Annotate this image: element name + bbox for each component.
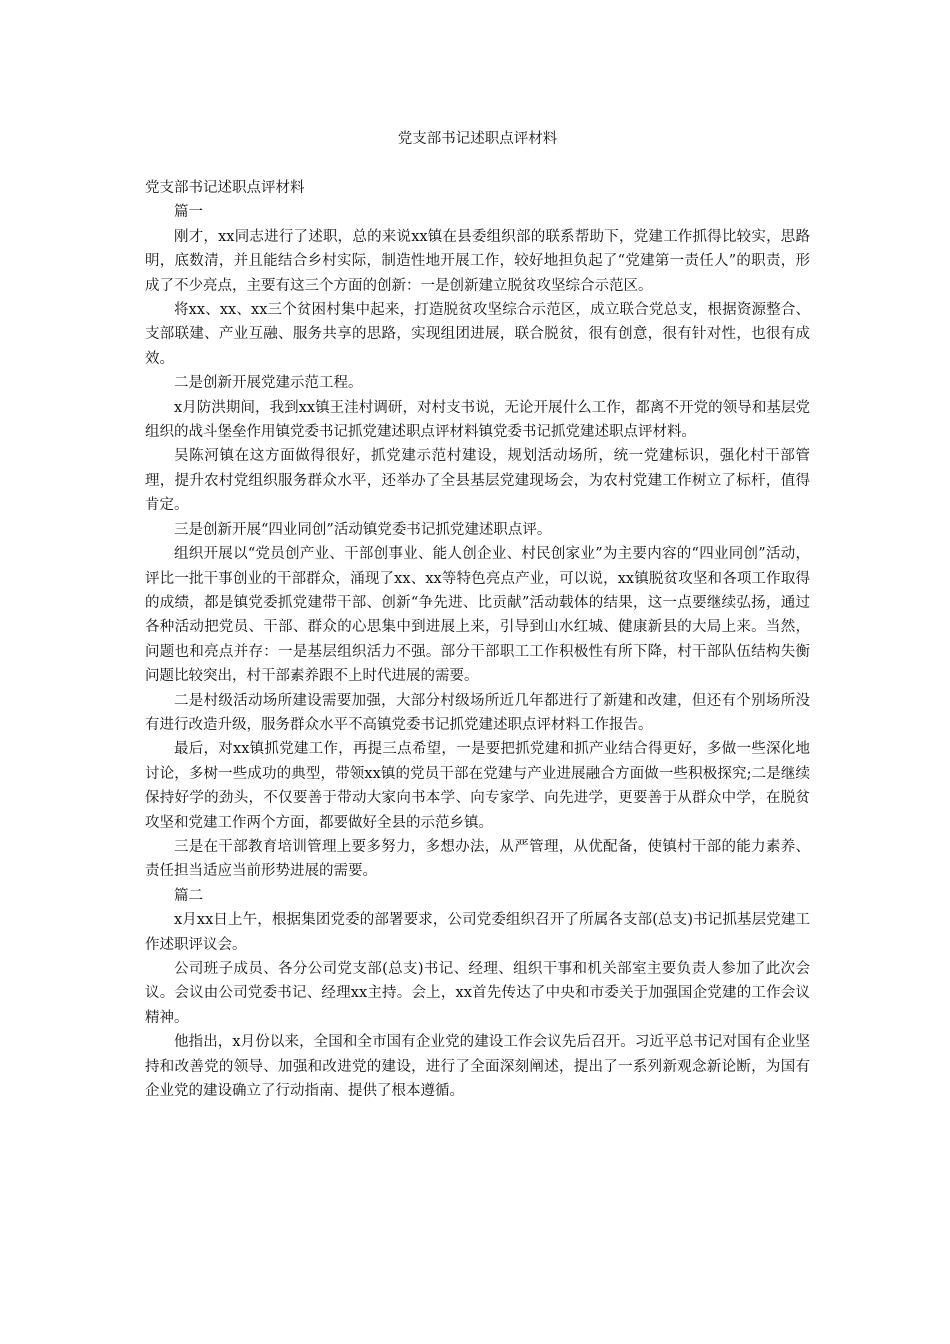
paragraph: 刚才，xx同志进行了述职，总的来说xx镇在县委组织部的联系帮助下，党建工作抓得比较实，思路明，底数清，并且能结合乡村实际，制造性地开展工作，较好地担负起了“党建第一责任人”的职责，形成了不少亮点，主要有这三个方面的创新：一是创新建立脱贫攻坚综合示范区。 (145, 228, 810, 294)
document-title: 党支部书记述职点评材料 (397, 131, 558, 147)
paragraph: x月防洪期间，我到xx镇王洼村调研，对村支书说，无论开展什么工作，都离不开党的领导和基层党组织的战斗堡垒作用镇党委书记抓党建述职点评材料镇党委书记抓党建述职点评材料。 (145, 399, 810, 441)
paragraph: 二是创新开展党建示范工程。 (174, 375, 363, 392)
paragraph: 三是创新开展“四业同创”活动镇党委书记抓党建述职点评。 (174, 521, 552, 538)
paragraph: 吴陈河镇在这方面做得很好，抓党建示范村建设，规划活动场所，统一党建标识，强化村干部管理，提升农村党组织服务群众水平，还举办了全县基层党建现场会，为农村党建工作树立了标杆，值得肯定。 (145, 448, 810, 514)
paragraph: x月xx日上午，根据集团党委的部署要求，公司党委组织召开了所属各支部(总支)书记抓基层党建工作述职评议会。 (145, 912, 810, 953)
paragraph: 三是在干部教育培训管理上要多努力，多想办法，从严管理，从优配备，使镇村干部的能力素养、责任担当适应当前形势进展的需要。 (145, 838, 810, 880)
document-body (145, 176, 810, 1103)
document-subtitle: 党支部书记述职点评材料 (145, 180, 305, 196)
paragraph: 公司班子成员、各分公司党支部(总支)书记、经理、组织干事和机关部室主要负责人参加了此次会议。会议由公司党委书记、经理xx主持。会上，xx首先传达了中央和市委关于加强国企党建的工作会议精神。 (145, 961, 810, 1026)
section-heading: 篇一 (174, 204, 203, 221)
section-heading: 篇二 (174, 887, 203, 904)
paragraph: 二是村级活动场所建设需要加强，大部分村级场所近几年都进行了新建和改建，但还有个别场所没有进行改造升级，服务群众水平不高镇党委书记抓党建述职点评材料工作报告。 (145, 692, 810, 733)
paragraph: 他指出，x月份以来，全国和全市国有企业党的建设工作会议先后召开。习近平总书记对国有企业坚持和改善党的领导、加强和改进党的建设，进行了全面深刻阐述，提出了一系列新观念新论断，为国有企业党的建设确立了行动指南、提供了根本遵循。 (145, 1034, 810, 1100)
paragraph: 将xx、xx、xx三个贫困村集中起来，打造脱贫攻坚综合示范区，成立联合党总支，根据资源整合、支部联建、产业互融、服务共享的思路，实现组团进展，联合脱贫，很有创意，很有针对性，也很有成效。 (145, 302, 810, 367)
paragraph: 组织开展以“党员创产业、干部创事业、能人创企业、村民创家业”为主要内容的“四业同创”活动，评比一批干事创业的干部群众，涌现了xx、xx等特色亮点产业，可以说，xx镇脱贫攻坚和各项工作取得的成绩，都是镇党委抓党建带干部、创新“争先进、比贡献”活动载体的结果，这一点要继续弘扬，通过各种活动把党员、干部、群众的心思集中到进展上来，引导到山水红城、健康新县的大局上来。当然，问题也和亮点并存：一是基层组织活力不强。部分干部职工工作积极性有所下降，村干部队伍结构失衡问题比较突出，村干部素养跟不上时代进展的需要。 (145, 546, 810, 685)
paragraph: 最后，对xx镇抓党建工作，再提三点希望，一是要把抓党建和抓产业结合得更好，多做一些深化地讨论，多树一些成功的典型，带领xx镇的党员干部在党建与产业进展融合方面做一些积极探究;二是继续保持好学的劲头，不仅要善于带动大家向书本学、向专家学、向先进学，更要善于从群众中学，在脱贫攻坚和党建工作两个方面，都要做好全县的示范乡镇。 (145, 741, 810, 831)
